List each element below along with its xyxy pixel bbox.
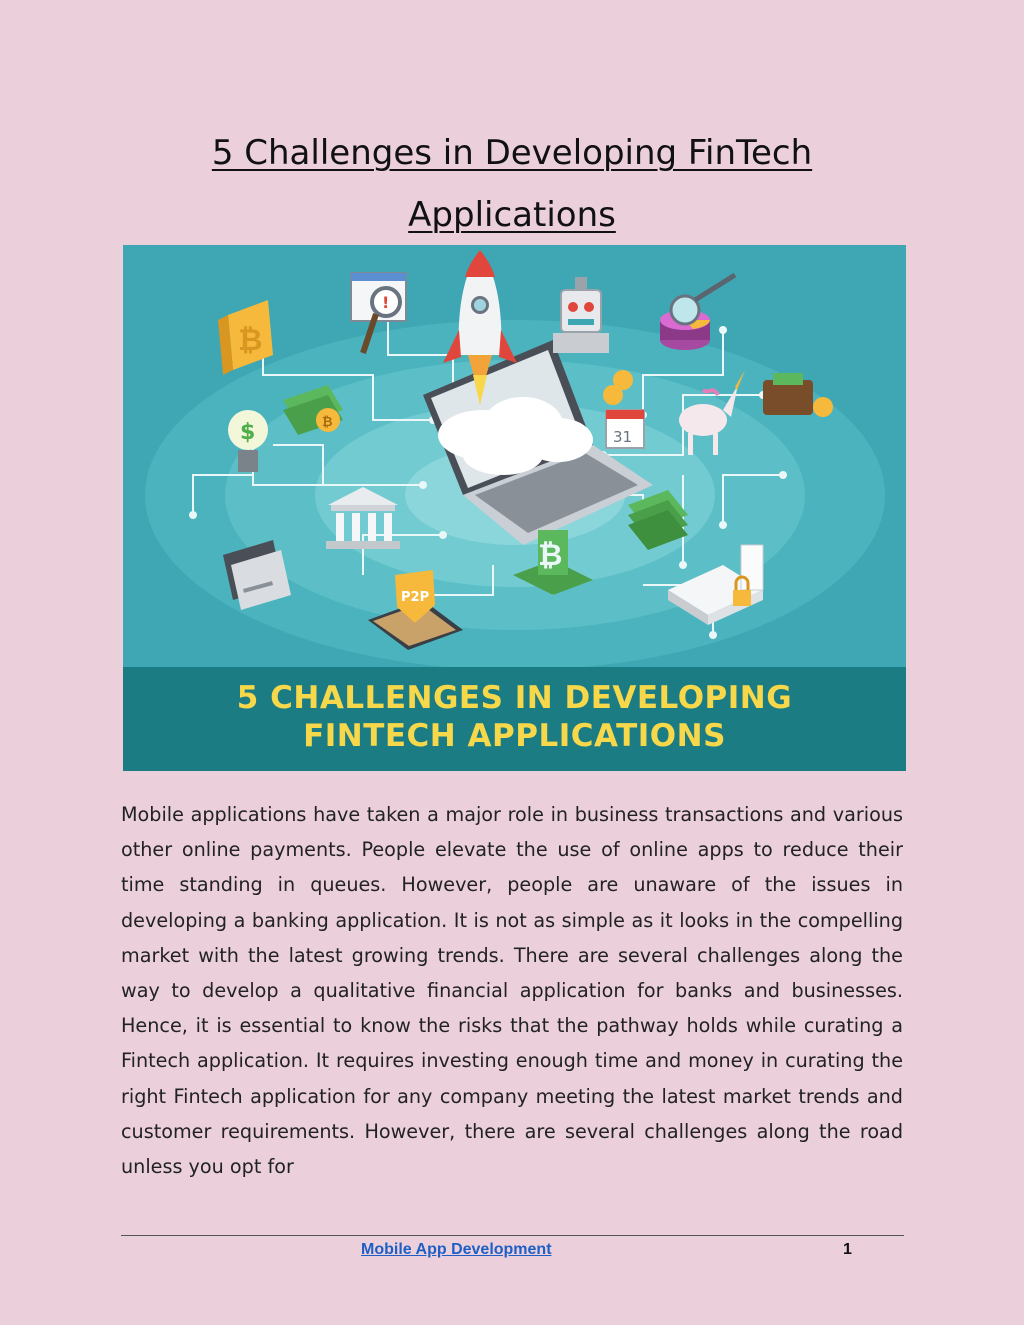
page-title [0, 122, 1024, 246]
footer-link[interactable]: Mobile App Development [361, 1241, 552, 1258]
svg-text:$: $ [240, 420, 256, 445]
hero-illustration [123, 245, 906, 771]
svg-text:₿: ₿ [538, 538, 563, 573]
footer-divider [121, 1235, 904, 1236]
svg-text:!: ! [382, 293, 390, 312]
p2p-label: P2P [401, 590, 430, 605]
wallet-icon [763, 373, 833, 417]
fintech-illustration [123, 245, 906, 667]
hero-banner [123, 667, 906, 771]
page-number: 1 [843, 1241, 852, 1258]
svg-text:₿: ₿ [238, 323, 263, 358]
robot-icon [553, 277, 609, 353]
title-line-2: Applications [408, 195, 616, 235]
banner-line-2: FINTECH APPLICATIONS [303, 718, 726, 754]
calendar-day: 31 [613, 428, 633, 446]
banner-line-1: 5 CHALLENGES IN DEVELOPING [236, 680, 793, 716]
body-paragraph: Mobile applications have taken a major role in business transactions and various other online payments. People elevate the use of online apps to reduce their time standing in queues. However, people are unaware of the issues in developing a banking application. It is not as simple as it looks in the compelling market with the latest growing trends. There are several challenges along the way to develop a qualitative financial application for banks and businesses. Hence, it is essential to know the risks that the pathway holds while curating a Fintech application. It requires investing enough time and money in curating the right Fintech application for any company meeting the latest market trends and customer requirements. However, there are several challenges along the road unless you opt for [121, 803, 903, 1179]
bitcoin-block-icon [218, 300, 273, 375]
svg-text:₿: ₿ [322, 415, 333, 430]
title-line-1: 5 Challenges in Developing FinTech [211, 133, 813, 173]
